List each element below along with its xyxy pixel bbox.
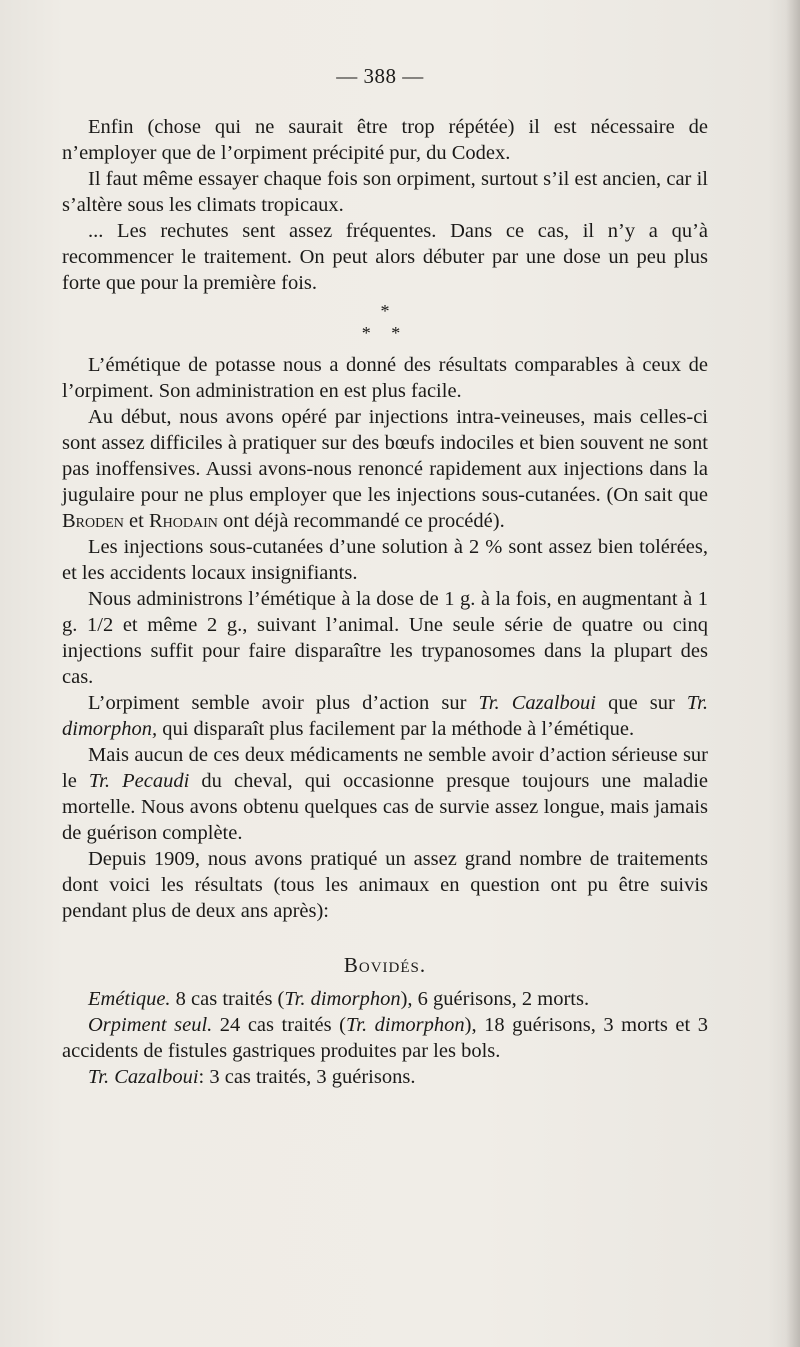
orpiment-text-after: qui disparaît plus facilement par la méthode à l’émétique. [157, 718, 635, 740]
author-broden: Broden [62, 510, 124, 532]
result-orpiment-seul [62, 1012, 708, 1064]
author-rhodain: Rhodain [148, 510, 218, 532]
paragraph-administrons: Nous administrons l’émétique à la dose de 1 g. à la fois, en augmentant à 1 g. 1/2 et même 2 g., suivant l’animal. Une seule série de quatre ou cinq injections suffit pour faire disparaître les trypanosomes dans la plupart des cas. [62, 588, 708, 688]
mais-text-after: du cheval, qui occasionne presque toujours une maladie mortelle. Nous avons obtenu quelques cas de survie assez longue, mais jamais de guérison complète. [62, 770, 708, 844]
paragraph-depuis-1909: Depuis 1909, nous avons pratiqué un assez grand nombre de traitements dont voici les résultats (tous les animaux en question ont pu être suivis pendant plus de deux ans après): [62, 848, 708, 922]
paragraph-orpiment-action [62, 690, 708, 742]
paragraph-orpiment-precipite: Enfin (chose qui ne saurait être trop répétée) il est nécessaire de n’employer que de l’orpiment précipité pur, du Codex. [62, 116, 708, 164]
result-label: Orpiment seul. [88, 1014, 213, 1036]
result-text-a: 8 cas traités ( [170, 988, 285, 1010]
section-title-bovides: Bovidés. [343, 953, 427, 977]
result-cazalboui [62, 1064, 708, 1090]
species-dimorphon: Tr. dimorphon, [62, 692, 709, 740]
asterism-top: * [380, 301, 390, 321]
asterism-bottom: * * [361, 323, 409, 343]
injections-text-middle: et [123, 510, 149, 532]
page-body [62, 114, 708, 1090]
paragraph-rechutes: ... Les rechutes sent assez fréquentes. Dans ce cas, il n’y a qu’à recommencer le traitement. On peut alors débuter par une dose un peu plus forte que pour la première fois. [62, 220, 708, 294]
paragraph-essayer-orpiment: Il faut même essayer chaque fois son orpiment, surtout s’il est ancien, car il s’altère sous les climats tropicaux. [62, 168, 708, 216]
result-label: Tr. Cazalboui [88, 1066, 199, 1088]
asterism-separator [62, 300, 708, 344]
mais-text-before: Mais aucun de ces deux médicaments ne semble avoir d’action sérieuse sur le [62, 744, 708, 792]
result-emetique [62, 986, 708, 1012]
result-text-a: : 3 cas traités, 3 guérisons. [198, 1066, 416, 1088]
result-label: Emétique. [88, 988, 171, 1010]
paragraph-pecaudi [62, 742, 708, 846]
page-number: — 388 — [336, 64, 424, 88]
injections-text-before: Au début, nous avons opéré par injections intra-veineuses, mais celles-ci sont assez difficiles à pratiquer sur des bœufs indociles et bien souvent ne sont pas inoffensives. Aussi avons-nous renoncé rapidement aux injections dans la jugulaire pour ne plus employer que les injections sous-cutanées. (On sait que [62, 406, 708, 506]
paragraph-sous-cutanees: Les injections sous-cutanées d’une solution à 2 % sont assez bien tolérées, et les accidents locaux insignifiants. [62, 536, 708, 584]
result-text-b: ), 18 guérisons, 3 morts et 3 accidents de fistules gastriques produites par les bols. [62, 1014, 708, 1062]
paragraph-emetique-potasse: L’émétique de potasse nous a donné des résultats comparables à ceux de l’orpiment. Son administration en est plus facile. [62, 354, 708, 402]
result-text-a: 24 cas traités ( [212, 1014, 346, 1036]
species-cazalboui: Tr. Cazalboui [478, 692, 597, 714]
result-species: Tr. dimorphon [284, 988, 401, 1010]
result-species: Tr. dimorphon [346, 1014, 465, 1036]
species-pecaudi: Tr. Pecaudi [88, 770, 190, 792]
orpiment-text-middle: que sur [596, 692, 687, 714]
result-text-b: ), 6 guérisons, 2 morts. [400, 988, 590, 1010]
paragraph-injections [62, 404, 708, 534]
orpiment-text-before: L’orpiment semble avoir plus d’action sur [88, 692, 479, 714]
page-spine-shadow [786, 0, 800, 1347]
injections-text-after: ont déjà recommandé ce procédé). [217, 510, 505, 532]
